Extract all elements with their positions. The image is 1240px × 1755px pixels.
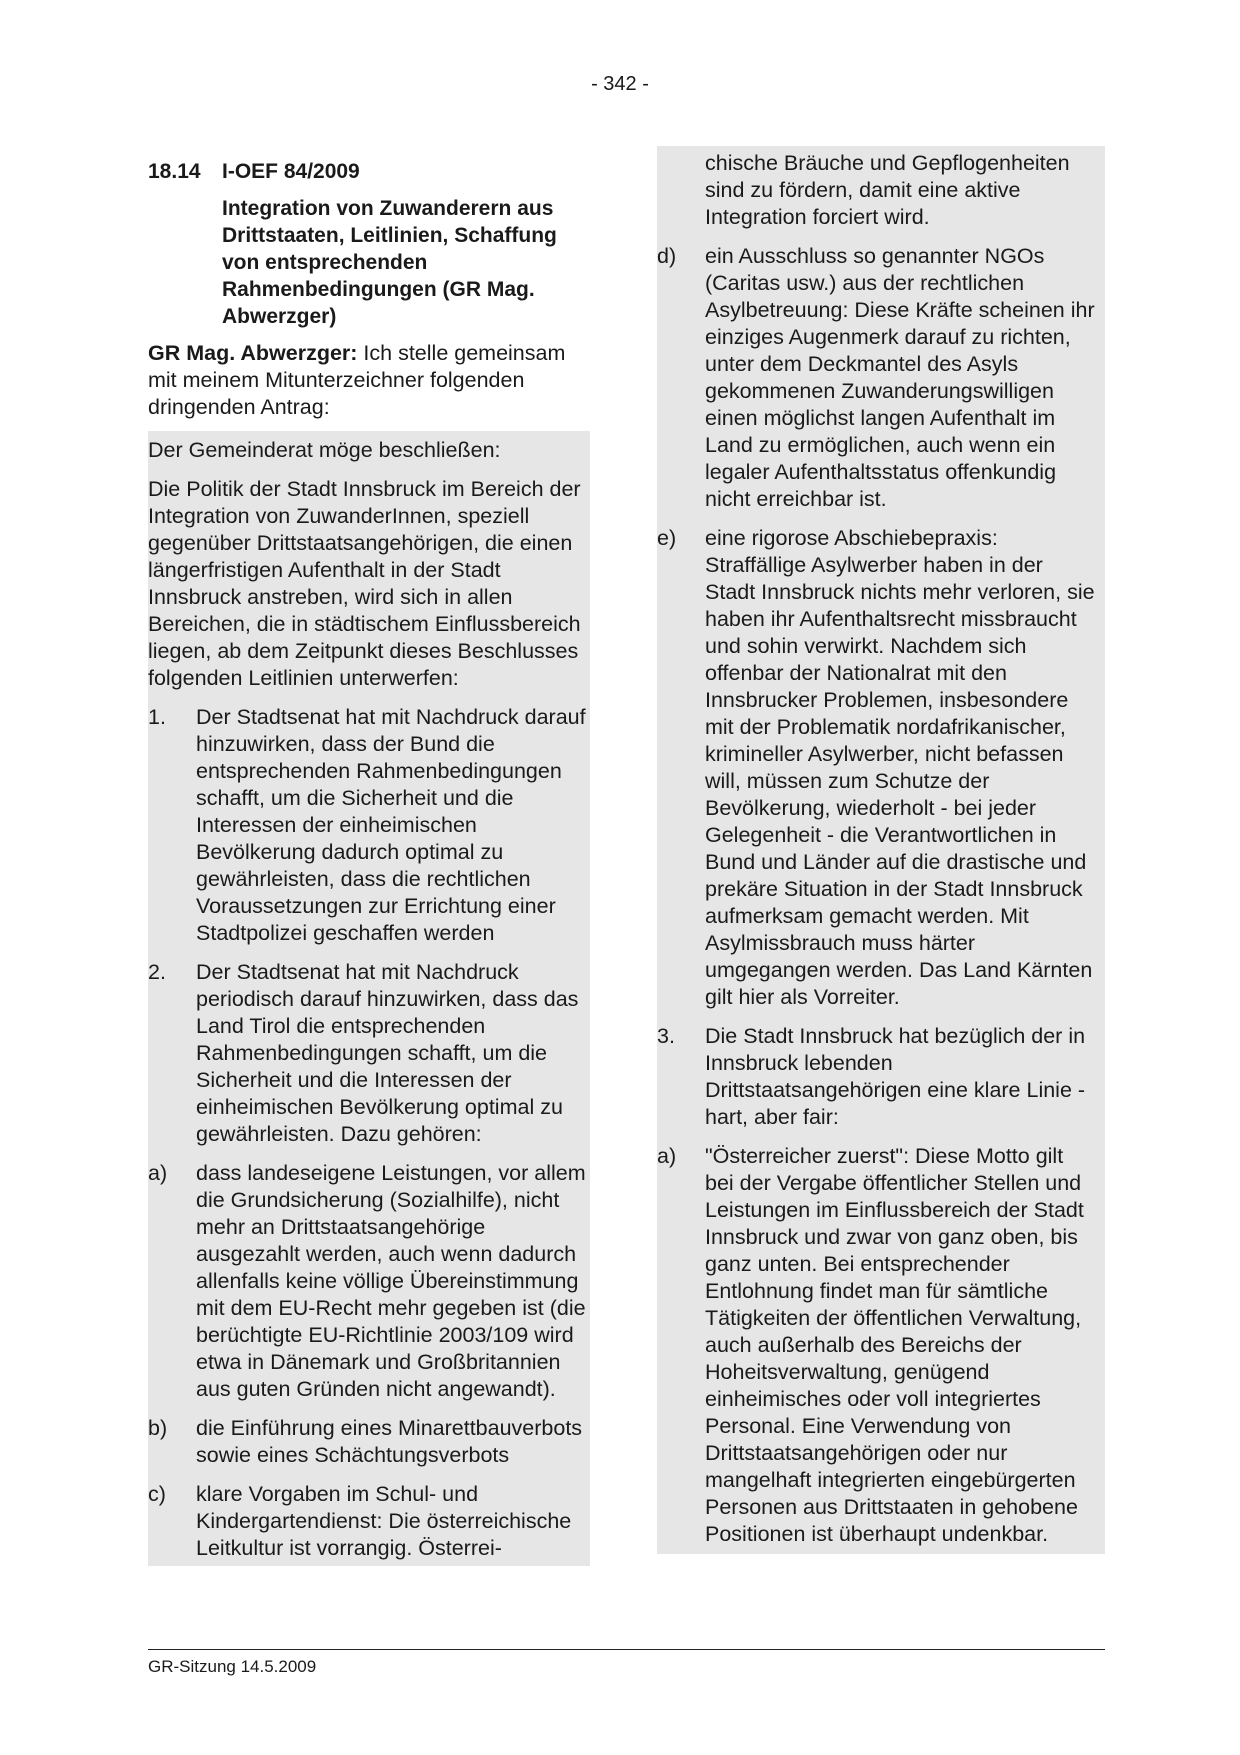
list-text: die Einführung eines Minarettbauverbots sowie eines Schächtungsverbots: [196, 1416, 583, 1467]
list-item: [148, 1481, 586, 1562]
list-text: eine rigorose Abschiebepraxis: Straffällige Asylwerber haben in der Stadt Innsbruck nichts mehr verloren, sie haben ihr Aufenthaltsrecht missbraucht und sohin verwirkt. Nachdem sich offenbar der Nationalrat mit den Innsbrucker Problemen, insbesondere mit der Problematik nordafrikanischer, krimineller Asylwerber, nicht befassen will, müssen zum Schutze der Bevölkerung, wiederholt - bei jeder Gelegenheit - die Verantwortlichen in Bund und Länder auf die drastische und prekäre Situation in der Stadt Innsbruck aufmerksam gemacht werden. Mit Asylmissbrauch muss härter umgegangen werden. Das Land Kärnten gilt hier als Vorreiter.: [705, 526, 1095, 1009]
list-text: ein Ausschluss so genannter NGOs (Caritas usw.) aus der rechtlichen Asylbetreuung: Diese Kräfte scheinen ihr einziges Augenmerk darauf zu richten, unter dem Deckmantel des Asyls gekommenen Zuwanderungswilligen einen möglichst langen Aufenthalt im Land zu ermöglichen, auch wenn ein legaler Aufenthaltsstatus offenkundig nicht erreichbar ist.: [705, 244, 1095, 511]
list-marker: d): [657, 244, 677, 268]
list-marker: a): [148, 1161, 168, 1185]
right-column: [657, 146, 1105, 1554]
list-item: [657, 1143, 1097, 1548]
continued-item-text: chische Bräuche und Gepflogenheiten sind zu fördern, damit eine aktive Integration forciert wird.: [705, 151, 1070, 229]
list-item: [148, 704, 586, 947]
list-item: [148, 959, 586, 1148]
list-text: Die Stadt Innsbruck hat bezüglich der in Innsbruck lebenden Drittstaatsangehörigen eine klare Linie - hart, aber fair:: [705, 1024, 1086, 1129]
list-text: klare Vorgaben im Schul- und Kindergartendienst: Die österreichische Leitkultur ist vorrangig. Österrei-: [196, 1482, 572, 1560]
speaker-intro: [148, 340, 590, 421]
page-number: - 342 -: [591, 73, 649, 95]
list-item: [148, 1160, 586, 1403]
list-text: "Österreicher zuerst": Diese Motto gilt bei der Vergabe öffentlicher Stellen und Leistungen im Einflussbereich der Stadt Innsbruck und zwar von ganz oben, bis ganz unten. Bei entsprechender Entlohnung findet man für sämtliche Tätigkeiten der öffentlichen Verwaltung, auch außerhalb des Bereichs der Hoheitsverwaltung, genügend einheimisches oder voll integriertes Personal. Eine Verwendung von Drittstaatsangehörigen oder nur mangelhaft integrierten eingebürgerten Personen aus Drittstaaten in gehobene Positionen ist überhaupt undenkbar.: [705, 1144, 1084, 1546]
list-item: [148, 1415, 586, 1469]
section-number: 18.14: [148, 160, 201, 183]
section-subject: Integration von Zuwanderern aus Drittstaaten, Leitlinien, Schaffung von entsprechenden Rahmenbedingungen (GR Mag. Abwerzger): [222, 197, 557, 328]
left-column: [148, 158, 590, 1566]
list-text: Der Stadtsenat hat mit Nachdruck periodisch darauf hinzuwirken, dass das Land Tirol die entsprechenden Rahmenbedingungen schafft, um die Sicherheit und die Interessen der einheimischen Bevölkerung optimal zu gewährleisten. Dazu gehören:: [196, 960, 579, 1146]
list-item: [657, 243, 1097, 513]
intro-text: Ich stelle gemeinsam mit meinem Mitunterzeichner folgenden dringenden Antrag:: [148, 341, 566, 419]
section-id: I-OEF 84/2009: [222, 160, 360, 183]
list-marker: 3.: [657, 1024, 675, 1048]
list-text: dass landeseigene Leistungen, vor allem die Grundsicherung (Sozialhilfe), nicht mehr an Drittstaatsangehörige ausgezahlt werden, auch wenn dadurch allenfalls keine völlige Übereinstimmung mit dem EU-Recht mehr gegeben ist (die berüchtigte EU-Richtlinie 2003/109 wird etwa in Dänemark und Großbritannien aus guten Gründen nicht angewandt).: [196, 1161, 586, 1401]
list-marker: e): [657, 526, 677, 550]
list-text: Der Stadtsenat hat mit Nachdruck darauf hinzuwirken, dass der Bund die entsprechenden Rahmenbedingungen schafft, um die Sicherheit und die Interessen der einheimischen Bevölkerung dadurch optimal zu gewährleisten, dass die rechtlichen Voraussetzungen zur Errichtung einer Stadtpolizei geschaffen werden: [196, 705, 586, 945]
list-marker: b): [148, 1416, 168, 1440]
list-marker: a): [657, 1144, 677, 1168]
speaker-name: GR Mag. Abwerzger:: [148, 341, 358, 365]
footer-divider: [148, 1649, 1105, 1650]
section-heading: [148, 158, 590, 185]
list-item: [657, 1023, 1097, 1131]
list-marker: c): [148, 1482, 166, 1506]
list-item: [657, 525, 1097, 1011]
motion-text-block-continued: [657, 146, 1105, 1554]
motion-text-block: [148, 431, 590, 1566]
motion-preamble: Die Politik der Stadt Innsbruck im Bereich der Integration von ZuwanderInnen, speziell gegenüber Drittstaatsangehörigen, die einen längerfristigen Aufenthalt in der Stadt Innsbruck anstreben, wird sich in allen Bereichen, die in städtischem Einflussbereich liegen, ab dem Zeitpunkt dieses Beschlusses folgenden Leitlinien unterwerfen:: [148, 477, 581, 690]
footer-text: GR-Sitzung 14.5.2009: [148, 1657, 317, 1676]
list-marker: 2.: [148, 960, 166, 984]
motion-resolve: Der Gemeinderat möge beschließen:: [148, 438, 501, 462]
list-marker: 1.: [148, 705, 166, 729]
